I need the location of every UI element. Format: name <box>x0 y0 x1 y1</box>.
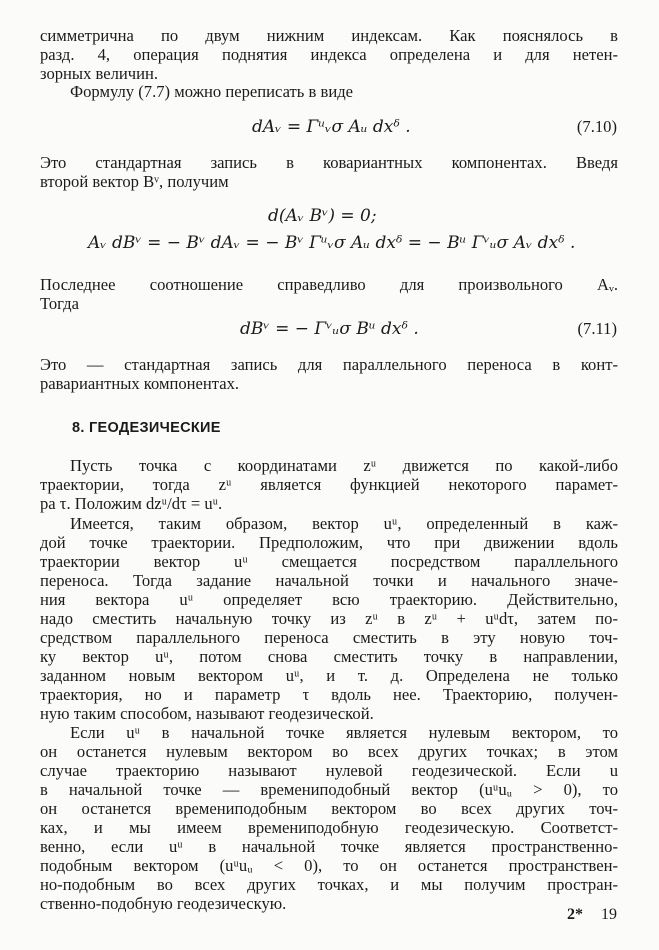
text-line: случае траекторию называют нулевой геодезической. Если u <box>40 761 618 780</box>
text-line: но-подобным во всех других точках, и мы получим простран- <box>40 875 618 894</box>
text-line: он останется нулевым вектором во всех других точках; в этом <box>40 742 618 761</box>
text-line: траектория, но и параметр τ вдоль нее. Траекторию, получен- <box>40 685 618 704</box>
text-line: второй вектор Bᵛ, получим <box>40 172 229 191</box>
text-line: переноса. Тогда задание начальной точки и начального значе- <box>40 571 618 590</box>
text-line: ра τ. Положим dzᵘ/dτ = uᵘ. <box>40 494 223 513</box>
text-line: Если uᵘ в начальной точке является нулевым вектором, то <box>70 723 618 742</box>
equation: Aᵥ dBᵛ = − Bᵛ dAᵥ = − Bᵛ Γᵘᵥσ Aᵤ dxᵟ = − Bᵘ Γᵛᵤσ Aᵥ dxᵟ . <box>88 233 576 253</box>
equation: dAᵥ = Γᵘᵥσ Aᵤ dxᵟ . <box>252 117 411 137</box>
text-line: подобным вектором (uᵘuᵤ < 0), то он останется пространствен- <box>40 856 618 875</box>
text-line: Последнее соотношение справедливо для произвольного Aᵥ. <box>40 275 618 294</box>
text-line: Это стандартная запись в ковариантных компонентах. Введя <box>40 153 618 172</box>
page-footer <box>567 906 617 924</box>
text-line: траектории вектор uᵘ смещается посредством параллельного <box>40 552 618 571</box>
text-line: Имеется, таким образом, вектор uᵘ, определенный в каж- <box>70 514 618 533</box>
text-line: венно, если uᵘ в начальной точке является пространственно- <box>40 837 618 856</box>
text-line: он останется времениподобным вектором во всех других точ- <box>40 799 618 818</box>
text-line: дой точке траектории. Предположим, что при движении вдоль <box>40 533 618 552</box>
text-line: заданном новым вектором uᵘ, и т. д. Определена не только <box>40 666 618 685</box>
text-line: равариантных компонентах. <box>40 374 240 393</box>
text-line: ния вектора uᵘ определяет всю траекторию. Действительно, <box>40 590 618 609</box>
text-line: траектории, тогда zᵘ является функцией некоторого парамет- <box>40 475 618 494</box>
text-line: ках, и мы имеем времениподобную геодезическую. Соответст- <box>40 818 618 837</box>
text-line: средством параллельного переноса сместить в эту новую точ- <box>40 628 618 647</box>
page-number: 19 <box>601 906 617 923</box>
text-line: Тогда <box>40 294 79 313</box>
text-line: надо сместить начальную точку из zᵘ в zᵘ + uᵘdτ, затем по- <box>40 609 618 628</box>
equation: d(Aᵥ Bᵛ) = 0; <box>268 206 377 226</box>
equation: dBᵛ = − Γᵛᵤσ Bᵘ dxᵟ . <box>240 319 419 339</box>
signature-mark: 2* <box>567 906 583 923</box>
section-heading: 8. ГЕОДЕЗИЧЕСКИЕ <box>72 420 221 436</box>
text-line: в начальной точке — времениподобный вектор (uᵘuᵤ > 0), то <box>40 780 618 799</box>
text-line: Пусть точка с координатами zᵘ движется по какой-либо <box>70 456 618 475</box>
text-line: разд. 4, операция поднятия индекса определена и для нетен- <box>40 45 618 64</box>
text-line: ную таким способом, называют геодезической. <box>40 704 374 723</box>
text-line: зорных величин. <box>40 64 159 83</box>
text-line: симметрична по двум нижним индексам. Как пояснялось в <box>40 26 618 45</box>
equation-number: (7.10) <box>576 117 617 136</box>
text-line: Формулу (7.7) можно переписать в виде <box>70 82 354 101</box>
text-line: ственно-подобную геодезическую. <box>40 894 287 913</box>
text-line: ку вектор uᵘ, потом снова сместить точку в направлении, <box>40 647 618 666</box>
equation-number: (7.11) <box>577 319 617 338</box>
text-line: Это — стандартная запись для параллельного переноса в конт- <box>40 355 618 374</box>
